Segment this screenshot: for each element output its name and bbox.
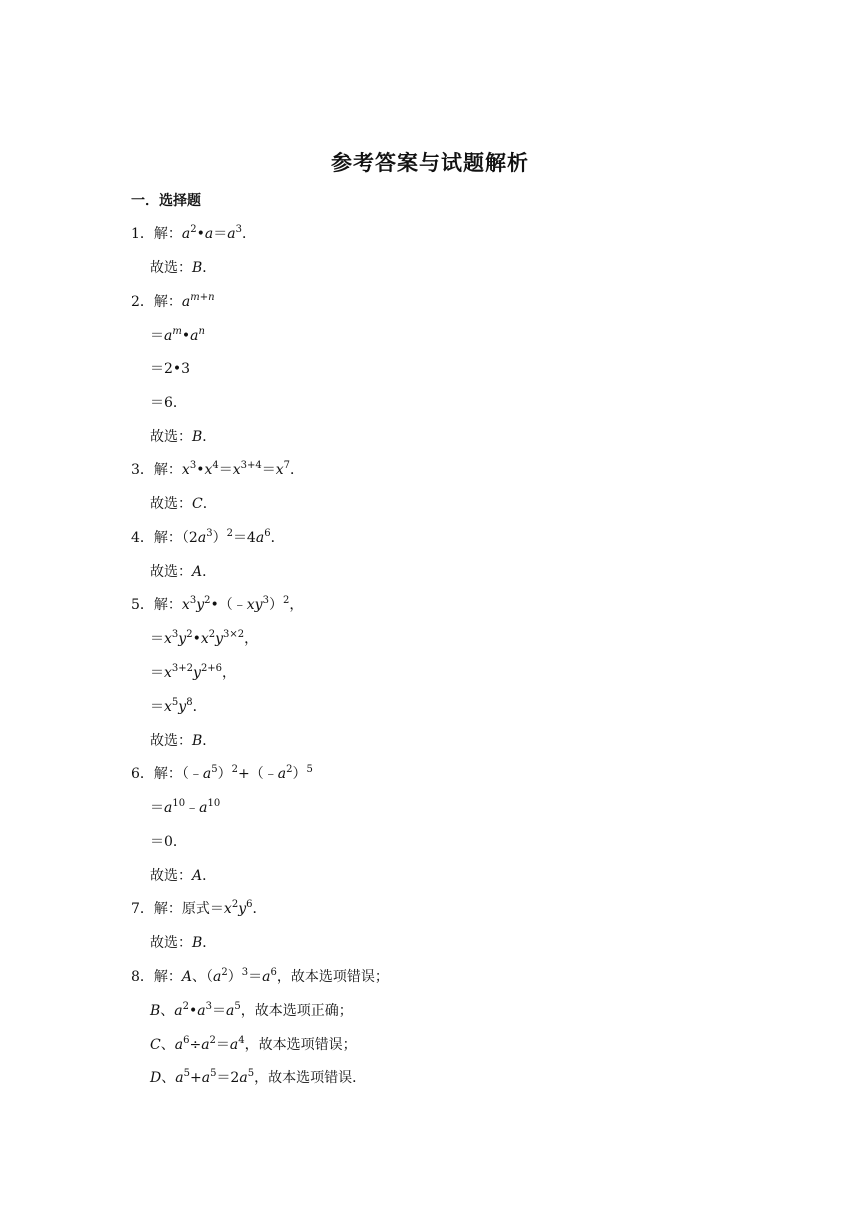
exponent: 3: [241, 967, 249, 978]
exponent: 3: [235, 224, 243, 235]
math-variable: x: [181, 462, 190, 478]
superscript: n: [198, 326, 205, 337]
exponent: 2: [226, 528, 233, 539]
text-run: ＝0．: [150, 834, 187, 850]
answer-line-continued: [150, 359, 190, 379]
text-run: ÷: [189, 1037, 202, 1053]
math-variable: y: [196, 597, 205, 613]
text-run: 2．解：: [131, 294, 182, 310]
exponent: 10: [172, 798, 186, 809]
text-run: ，: [244, 631, 259, 647]
exponent: 5: [247, 1068, 255, 1079]
math-variable: a: [227, 226, 236, 242]
math-variable: y: [178, 631, 187, 647]
math-variable: x: [200, 631, 209, 647]
text-run: ＝4: [232, 530, 256, 546]
exponent: 4: [212, 460, 219, 471]
math-variable: a: [164, 328, 173, 344]
exponent: 3: [189, 595, 197, 606]
math-variable: y: [193, 665, 201, 681]
math-variable: A: [192, 564, 203, 580]
exponent: 5: [210, 1068, 217, 1079]
text-run: ，: [222, 665, 237, 681]
answer-line-continued: [150, 393, 187, 413]
exponent: 5: [171, 697, 179, 708]
math-variable: x: [181, 597, 190, 613]
math-variable: a: [239, 1070, 248, 1086]
text-run: 故选：: [150, 496, 192, 512]
text-run: •: [196, 462, 205, 478]
text-run: ．: [290, 462, 305, 478]
text-run: ＝: [150, 699, 164, 715]
text-run: +（﹣: [238, 766, 278, 782]
text-run: 8．解：: [131, 969, 182, 985]
math-variable: a: [255, 530, 265, 546]
exponent: 3+4: [240, 460, 262, 471]
text-run: 、: [161, 1070, 176, 1086]
answer-line-numbered: [131, 899, 267, 919]
exponent: 2: [231, 764, 239, 775]
text-run: 、: [160, 1037, 175, 1053]
text-run: ．: [202, 733, 217, 749]
answer-line-continued: [150, 1068, 366, 1088]
exponent: 6: [264, 528, 271, 539]
text-run: ＝: [213, 226, 228, 242]
text-run: 故选：: [150, 260, 192, 276]
math-variable: x: [164, 699, 172, 715]
answer-line-numbered: [131, 967, 389, 987]
text-run: 6．解：（﹣: [131, 766, 203, 782]
math-variable: x: [204, 462, 213, 478]
answer-line-numbered: [131, 224, 256, 244]
section-heading: 一．选择题: [131, 193, 201, 209]
text-run: 故选：: [150, 429, 192, 445]
text-run: •: [196, 226, 205, 242]
exponent: 3: [262, 595, 269, 606]
math-variable: a: [197, 1003, 206, 1019]
text-run: •: [192, 631, 201, 647]
math-variable: B: [150, 1003, 161, 1019]
text-run: ＝6．: [150, 395, 187, 411]
exponent: 2+6: [200, 663, 223, 674]
exponent: 2: [186, 629, 193, 640]
math-variable: x: [275, 462, 284, 478]
text-run: ＝: [150, 800, 164, 816]
exponent: [190, 292, 214, 303]
math-variable: a: [181, 294, 191, 310]
math-variable: a: [175, 1070, 184, 1086]
math-variable: a: [199, 800, 208, 816]
text-run: ，故本选项错误；: [244, 1037, 357, 1053]
text-run: ＝: [150, 665, 164, 681]
text-run: ＝: [212, 1003, 227, 1019]
math-variable: x: [164, 665, 172, 681]
math-variable: B: [192, 733, 203, 749]
exponent: 3: [205, 1001, 213, 1012]
exponent: [172, 326, 181, 337]
exponent: 2: [182, 1001, 190, 1012]
text-run: ，故本选项错误．: [254, 1070, 367, 1086]
text-run: ）: [212, 530, 227, 546]
answer-line-continued: [150, 427, 216, 447]
text-run: ．: [202, 868, 217, 884]
answer-line-continued: [150, 697, 207, 717]
text-run: 4．解：（2: [131, 530, 198, 546]
text-run: ）: [268, 597, 283, 613]
exponent: 5: [234, 1001, 241, 1012]
text-run: ，故本选项正确；: [240, 1003, 353, 1019]
text-run: ＝2: [216, 1070, 240, 1086]
answer-line-continued: [150, 933, 216, 953]
exponent: 2: [286, 764, 293, 775]
math-variable: xy: [246, 597, 263, 613]
math-variable: a: [204, 226, 214, 242]
text-run: +: [189, 1070, 202, 1086]
math-variable: a: [164, 800, 173, 816]
text-run: ﹣: [185, 800, 200, 816]
page-title: 参考答案与试题解析: [331, 151, 529, 175]
text-run: ．: [202, 429, 217, 445]
math-variable: y: [238, 901, 247, 917]
text-run: ＝: [215, 1037, 230, 1053]
text-run: ＝: [150, 328, 164, 344]
math-variable: a: [229, 1037, 239, 1053]
math-variable: a: [262, 969, 271, 985]
text-run: ．: [242, 226, 257, 242]
answer-line-continued: [150, 258, 216, 278]
math-variable: x: [223, 901, 232, 917]
superscript: m: [172, 326, 182, 337]
text-run: 、（: [192, 969, 214, 985]
answer-line-continued: [150, 798, 220, 818]
math-variable: a: [201, 1070, 211, 1086]
exponent: 3+2: [171, 663, 194, 674]
answer-line-continued: [150, 562, 216, 582]
text-run: 故选：: [150, 733, 192, 749]
math-variable: y: [215, 631, 224, 647]
exponent: 2: [221, 967, 228, 978]
text-run: ．: [202, 564, 217, 580]
text-run: ＝2•3: [150, 361, 191, 377]
text-run: ，故本选项错误；: [276, 969, 389, 985]
text-run: 5．解：: [131, 597, 182, 613]
math-variable: A: [192, 868, 203, 884]
exponent: 2: [190, 224, 197, 235]
answer-line-continued: [150, 832, 187, 852]
text-run: ．: [252, 901, 267, 917]
text-run: ，: [289, 597, 304, 613]
text-run: ＝: [261, 462, 276, 478]
exponent: 5: [211, 764, 218, 775]
math-variable: D: [150, 1070, 162, 1086]
math-variable: A: [181, 969, 193, 985]
math-variable: y: [178, 699, 187, 715]
exponent: 10: [207, 798, 221, 809]
math-variable: a: [181, 226, 191, 242]
math-variable: a: [197, 530, 207, 546]
text-run: 3．解：: [131, 462, 182, 478]
exponent: 6: [270, 967, 277, 978]
text-run: ．: [202, 260, 217, 276]
exponent: 2: [282, 595, 290, 606]
answer-line-numbered: [131, 460, 304, 480]
exponent: 2: [209, 1035, 216, 1046]
answer-line-numbered: [131, 764, 313, 784]
answer-line-continued: [150, 663, 236, 683]
text-run: ）: [292, 766, 307, 782]
answer-line-numbered: [131, 292, 215, 312]
answer-line-continued: [150, 326, 205, 346]
text-run: 、: [160, 1003, 175, 1019]
exponent: [198, 326, 204, 337]
text-run: ．: [192, 699, 207, 715]
exponent: 7: [283, 460, 291, 471]
text-run: ．: [202, 496, 217, 512]
exponent: 3: [189, 460, 197, 471]
answer-line-continued: [150, 1001, 353, 1021]
text-run: ＝: [218, 462, 233, 478]
text-run: 故选：: [150, 564, 192, 580]
answer-line-continued: [150, 494, 217, 514]
exponent: 5: [183, 1068, 190, 1079]
math-variable: x: [232, 462, 241, 478]
text-run: 故选：: [150, 868, 192, 884]
math-variable: B: [192, 429, 203, 445]
math-variable: B: [192, 935, 203, 951]
text-run: •: [181, 328, 191, 344]
text-run: 7．解：原式＝: [131, 901, 224, 917]
exponent: 2: [231, 899, 239, 910]
math-variable: a: [201, 1037, 210, 1053]
text-run: ）: [227, 969, 242, 985]
superscript: m+n: [190, 292, 215, 303]
text-run: •: [189, 1003, 198, 1019]
answer-line-continued: [150, 731, 216, 751]
text-run: ）: [217, 766, 232, 782]
exponent: 3: [206, 528, 213, 539]
exponent: 5: [306, 764, 313, 775]
text-run: •（﹣: [210, 597, 247, 613]
math-variable: a: [202, 766, 212, 782]
text-run: ＝: [150, 631, 164, 647]
math-variable: a: [174, 1037, 184, 1053]
text-run: ．: [270, 530, 285, 546]
text-run: ．: [202, 935, 217, 951]
math-variable: C: [192, 496, 203, 512]
exponent: 3: [171, 629, 179, 640]
exponent: 3×2: [223, 629, 245, 640]
answer-line-numbered: [131, 528, 285, 548]
exponent: 8: [186, 697, 193, 708]
math-variable: a: [277, 766, 287, 782]
text-run: ＝: [248, 969, 263, 985]
text-run: 故选：: [150, 935, 192, 951]
exponent: 2: [204, 595, 211, 606]
exponent: 4: [238, 1035, 245, 1046]
math-variable: a: [213, 969, 222, 985]
exponent: 2: [208, 629, 216, 640]
math-variable: x: [164, 631, 172, 647]
exponent: 6: [246, 899, 253, 910]
answer-line-continued: [150, 1035, 357, 1055]
answer-line-numbered: [131, 595, 303, 615]
text-run: 1．解：: [131, 226, 182, 242]
math-variable: C: [150, 1037, 161, 1053]
answer-line-continued: [150, 866, 216, 886]
math-variable: a: [226, 1003, 235, 1019]
exponent: 6: [183, 1035, 190, 1046]
math-variable: a: [174, 1003, 183, 1019]
math-variable: a: [190, 328, 199, 344]
math-variable: B: [192, 260, 203, 276]
answer-line-continued: [150, 629, 258, 649]
